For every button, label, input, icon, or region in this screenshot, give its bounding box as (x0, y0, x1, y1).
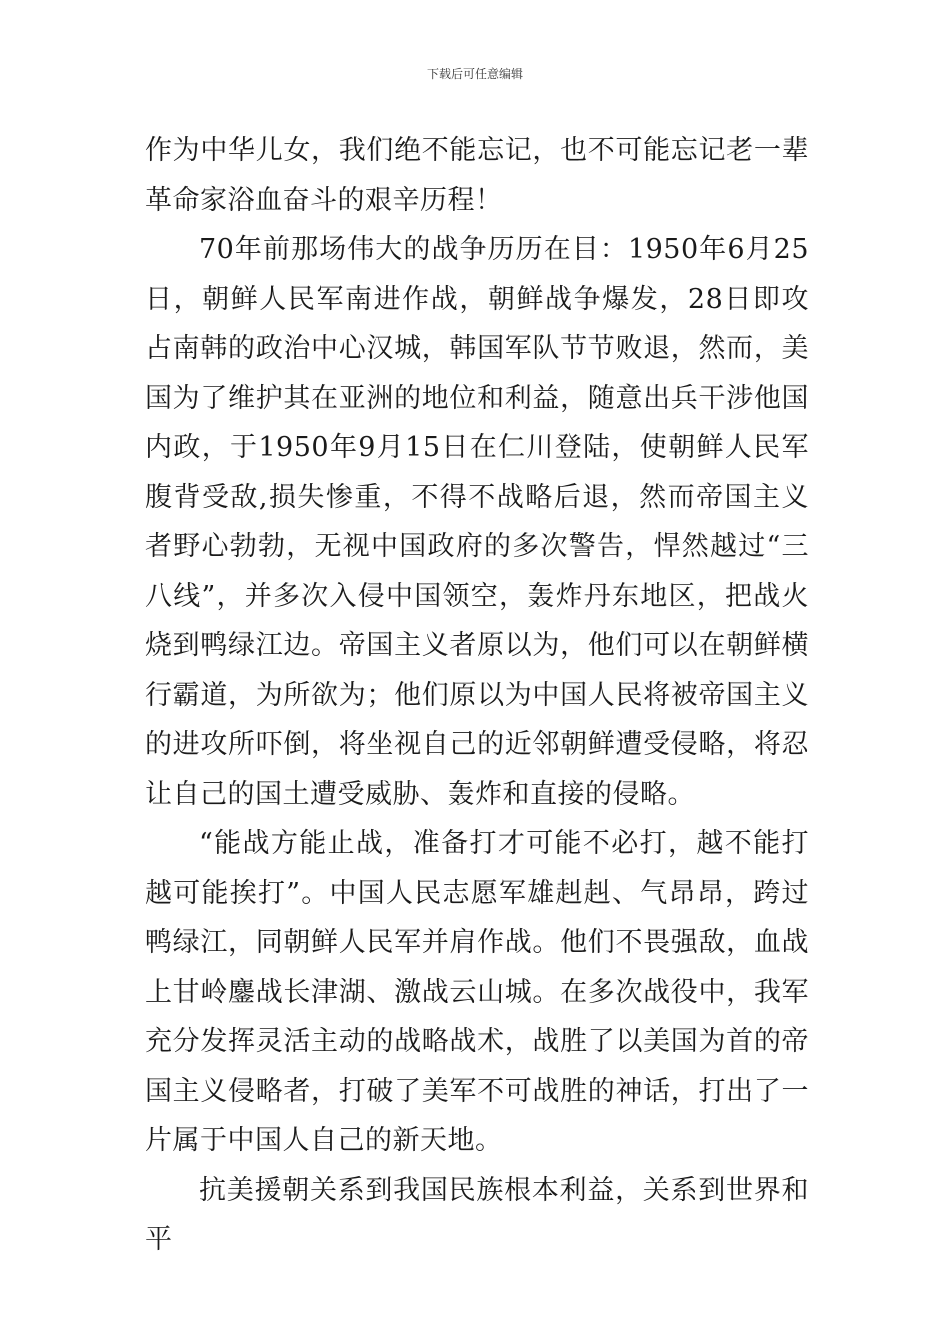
page-header-note: 下载后可任意编辑 (426, 67, 523, 81)
paragraph-volunteer-army: “能战方能止战，准备打才可能不必打，越不能打越可能挨打”。中国人民志愿军雄赳赳、气昂昂，跨过鸭绿江，同朝鲜人民军并肩作战。他们不畏强敌，血战上甘岭鏖战长津湖、激战云山城。在多次战役中，我军充分发挥灵活主动的战略战术，战胜了以美国为首的帝国主义侵略者，打破了美军不可战胜的神话，打出了一片属于中国人自己的新天地。 (145, 828, 809, 1156)
paragraph-war-history: 70年前那场伟大的战争历历在目：1950年6月25日，朝鲜人民军南进作战，朝鲜战争爆发，28日即攻占南韩的政治中心汉城，韩国军队节节败退，然而，美国为了维护其在亚洲的地位和利益，随意出兵干涉他国内政，于1950年9月15日在仁川登陆，使朝鲜人民军腹背受敌,损失惨重，不得不战略后退，然而帝国主义者野心勃勃，无视中国政府的多次警告，悍然越过“三八线”，并多次入侵中国领空，轰炸丹东地区，把战火烧到鸭绿江边。帝国主义者原以为，他们可以在朝鲜横行霸道，为所欲为；他们原以为中国人民将被帝国主义的进攻所吓倒，将坐视自己的近邻朝鲜遭受侵略，将忍让自己的国土遭受威胁、轰炸和直接的侵略。 (145, 234, 809, 810)
paragraph-intro: 作为中华儿女，我们绝不能忘记，也不可能忘记老一辈革命家浴血奋斗的艰辛历程！ (145, 135, 809, 216)
paragraph-significance: 抗美援朝关系到我国民族根本利益，关系到世界和平 (145, 1174, 809, 1255)
document-body (145, 126, 809, 1265)
